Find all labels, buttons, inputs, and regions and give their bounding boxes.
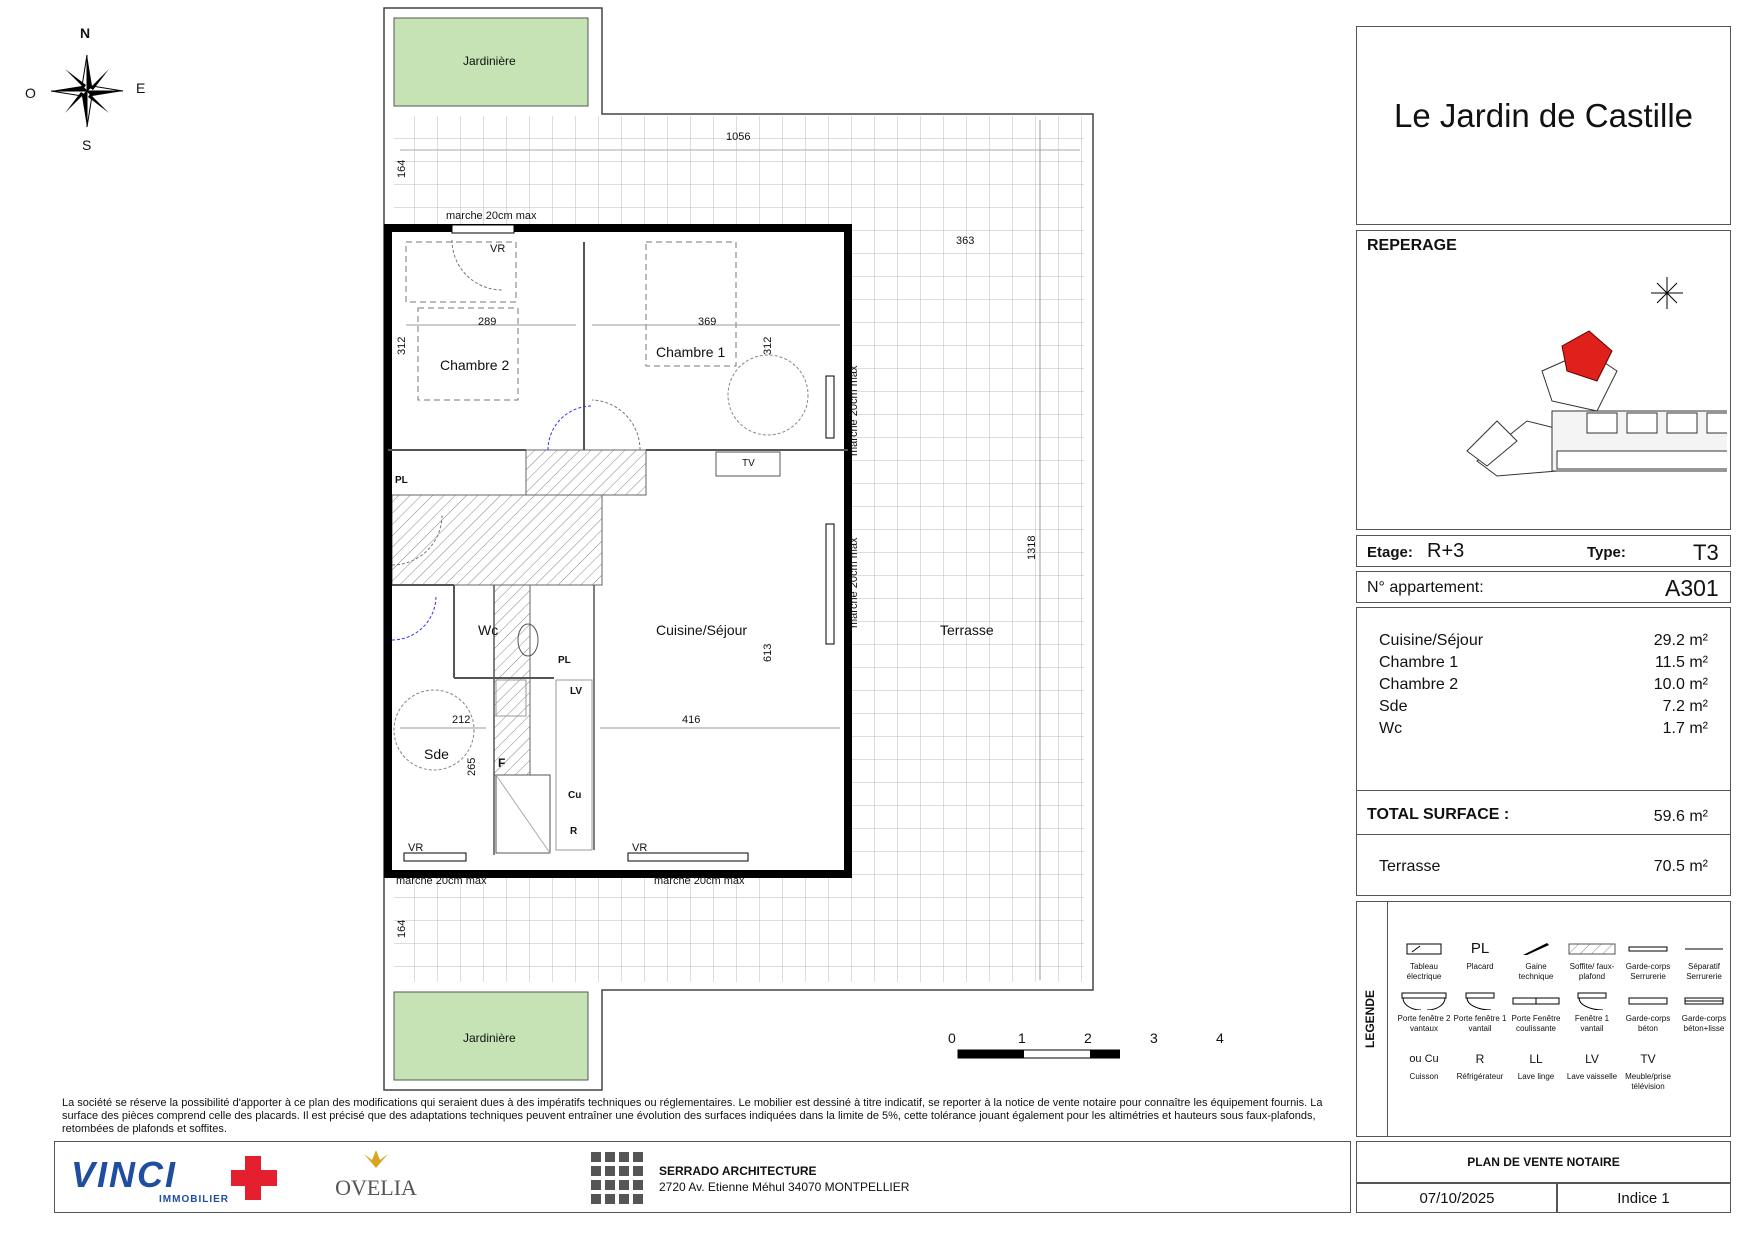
scale-2: 2 (1084, 1030, 1092, 1046)
garde-corps-serrurerie-icon (1619, 940, 1677, 958)
room-chambre-1: Chambre 1 (656, 344, 726, 360)
appartement-label: N° appartement: (1367, 579, 1484, 596)
room-chambre-2: Chambre 2 (440, 357, 510, 373)
surface-value: 29.2 m² (1653, 632, 1708, 649)
legend-placard (1451, 940, 1509, 972)
marche-bottom-mid: marche 20cm max (654, 875, 745, 887)
legend-label: Placard (1466, 962, 1494, 971)
scale-3: 3 (1150, 1030, 1158, 1046)
surface-row (1379, 676, 1708, 694)
reperage-box (1356, 230, 1731, 530)
etage-type-row (1356, 535, 1731, 567)
architect-name: SERRADO ARCHITECTURE (659, 1164, 817, 1178)
vr-bottom-left: VR (408, 842, 424, 854)
legende-box (1356, 901, 1731, 1137)
legend-pf2 (1395, 992, 1453, 1034)
legend-label: Garde-corps Serrurerie (1625, 962, 1671, 981)
separatif-icon (1675, 940, 1733, 958)
dim-1056: 1056 (726, 131, 751, 143)
vinci-logo (71, 1152, 291, 1207)
dim-416: 416 (682, 714, 701, 726)
site-map-icon (1357, 261, 1727, 521)
dim-289: 289 (478, 316, 497, 328)
legend-tableau (1395, 940, 1453, 982)
room-cuisine-sejour: Cuisine/Séjour (656, 622, 748, 638)
legend-fenetre (1563, 992, 1621, 1034)
soffite-icon (1563, 940, 1621, 958)
legend-label: Porte fenêtre 1 vantail (1453, 1014, 1507, 1033)
surface-name: Sde (1379, 698, 1408, 715)
legend-soffite (1563, 940, 1621, 982)
legende-divider (1387, 902, 1388, 1136)
fenetre-icon (1563, 992, 1621, 1010)
legend-symbol: TV (1640, 1052, 1656, 1066)
surface-row (1379, 720, 1708, 738)
dim-613: 613 (762, 643, 774, 662)
plan-type: PLAN DE VENTE NOTAIRE (1467, 1155, 1620, 1169)
legend-label: Porte Fenêtre coulissante (1511, 1014, 1561, 1033)
marche-bottom-left: marche 20cm max (396, 875, 487, 887)
dim-312-right: 312 (762, 336, 774, 355)
total-label: TOTAL SURFACE : (1367, 806, 1510, 823)
plan-date: 07/10/2025 (1419, 1190, 1495, 1207)
legend-label: Cuisson (1409, 1072, 1439, 1081)
garde-corps-beton-icon (1619, 992, 1677, 1010)
surface-name: Chambre 2 (1379, 676, 1459, 693)
surface-name: Wc (1379, 720, 1403, 737)
dim-265: 265 (466, 757, 478, 776)
jardiniere-top-label: Jardinière (463, 54, 516, 68)
dim-164-top: 164 (396, 159, 408, 178)
type-label: Type: (1587, 544, 1626, 561)
lv-mark: LV (570, 686, 583, 697)
dim-164-bottom: 164 (396, 919, 408, 938)
scale-0: 0 (948, 1030, 956, 1046)
garde-corps-lisse-icon (1675, 992, 1733, 1010)
legend-pf-coulissante (1507, 992, 1565, 1034)
marche-right-2: marche 20cm max (848, 537, 860, 628)
terrasse-divider (1357, 834, 1730, 835)
ovelia-wordmark: OVELIA (335, 1175, 417, 1200)
surface-row (1379, 654, 1708, 672)
dim-312-left: 312 (396, 336, 408, 355)
serrado-logo-icon (591, 1152, 643, 1204)
surfaces-box (1356, 607, 1731, 896)
surface-value: 1.7 m² (1662, 720, 1708, 737)
surface-value: 7.2 m² (1662, 698, 1708, 715)
surfaces-list (1379, 632, 1708, 742)
jardiniere-bottom-label: Jardinière (463, 1031, 516, 1045)
vr-top: VR (490, 243, 506, 255)
type-value: T3 (1693, 540, 1719, 565)
legend-gaine (1507, 940, 1565, 982)
terrasse-label: Terrasse (1379, 858, 1441, 875)
r-mark: R (570, 826, 578, 837)
plan-type-box (1356, 1141, 1731, 1183)
legend-television (1619, 1050, 1677, 1092)
legend-label: Réfrigérateur (1456, 1072, 1504, 1081)
legend-garde-corps-lisse (1675, 992, 1733, 1034)
surface-row (1379, 698, 1708, 716)
room-wc: Wc (478, 622, 499, 638)
tv-mark: TV (742, 458, 755, 469)
legend-symbol: LL (1529, 1052, 1543, 1066)
title-box (1356, 26, 1731, 225)
legend-label: Lave linge (1517, 1072, 1555, 1081)
plan-indice: Indice 1 (1617, 1190, 1670, 1207)
room-terrasse: Terrasse (940, 622, 994, 638)
legend-label: Meuble/prise télévision (1625, 1072, 1671, 1091)
ovelia-logo (321, 1148, 431, 1208)
vinci-cross-icon (227, 1152, 283, 1202)
legend-symbol: PL (1470, 940, 1490, 957)
dim-212: 212 (452, 714, 471, 726)
legend-label: Fenêtre 1 vantail (1574, 1014, 1610, 1033)
appartement-row (1356, 571, 1731, 603)
legend-label: Garde-corps béton+lisse (1681, 1014, 1727, 1033)
legend-label: Soffite/ faux-plafond (1569, 962, 1615, 981)
tableau-electrique-icon (1395, 940, 1453, 958)
legend-label: Garde-corps béton (1625, 1014, 1671, 1033)
legend-label: Séparatif Serrurerie (1686, 962, 1722, 981)
dim-1318: 1318 (1026, 535, 1038, 560)
legend-label: Porte fenêtre 2 vantaux (1397, 1014, 1451, 1033)
porte-fenetre-coulissante-icon (1507, 992, 1565, 1010)
surface-value: 10.0 m² (1653, 676, 1708, 693)
indice-box (1556, 1183, 1731, 1213)
terrasse-value: 70.5 m² (1653, 858, 1708, 875)
reperage-title: REPERAGE (1367, 237, 1457, 254)
porte-fenetre-1-icon (1451, 992, 1509, 1010)
vinci-subtitle: IMMOBILIER (159, 1194, 229, 1205)
project-title: Le Jardin de Castille (1394, 97, 1693, 134)
ovelia-flower-icon (356, 1148, 396, 1170)
legend-pf1 (1451, 992, 1509, 1034)
legende-title: LEGENDE (1363, 989, 1377, 1048)
room-sde: Sde (424, 746, 449, 762)
date-box (1356, 1183, 1558, 1213)
legend-label: Tableau électrique (1406, 962, 1442, 981)
compass-east: E (136, 80, 146, 96)
porte-fenetre-2-icon (1395, 992, 1453, 1010)
etage-label: Etage: (1367, 544, 1413, 561)
f-mark: F (498, 756, 506, 770)
legend-symbol: LV (1585, 1052, 1599, 1066)
scale-4: 4 (1216, 1030, 1224, 1046)
legend-lave-vaisselle (1563, 1050, 1621, 1082)
marche-right-1: marche 20cm max (848, 365, 860, 456)
total-value: 59.6 m² (1653, 808, 1708, 825)
legend-garde-corps-beton (1619, 992, 1677, 1034)
compass-north: N (80, 25, 91, 41)
architect-address: 2720 Av. Etienne Méhul 34070 MONTPELLIER (659, 1180, 910, 1194)
legend-lave-linge (1507, 1050, 1565, 1082)
gaine-technique-icon (1507, 940, 1565, 958)
legend-separatif (1675, 940, 1733, 982)
total-divider (1357, 790, 1730, 791)
surface-row (1379, 632, 1708, 650)
pl-mark-2: PL (558, 655, 571, 666)
scale-1: 1 (1018, 1030, 1026, 1046)
appartement-value: A301 (1665, 575, 1719, 601)
compass-west: O (25, 85, 36, 101)
compass-south: S (82, 137, 92, 153)
cu-mark: Cu (568, 790, 582, 801)
vr-bottom-mid: VR (632, 842, 648, 854)
surface-name: Cuisine/Séjour (1379, 632, 1484, 649)
dim-363: 363 (956, 235, 975, 247)
legend-label: Lave vaisselle (1566, 1072, 1618, 1081)
etage-value: R+3 (1427, 540, 1465, 562)
legend-refrigerateur (1451, 1050, 1509, 1082)
legend-garde-corps-serrurerie (1619, 940, 1677, 982)
dim-369: 369 (698, 316, 717, 328)
footer-box (54, 1141, 1351, 1213)
surface-value: 11.5 m² (1654, 654, 1708, 671)
legend-label: Gaine technique (1518, 962, 1554, 981)
pl-mark: PL (395, 475, 408, 486)
legend-cuisson (1395, 1050, 1453, 1082)
disclaimer: La société se réserve la possibilité d'apporter à ce plan des modifications qui seraient dues à des impératifs techniques ou réglementaires. Le mobilier est dessiné à titre indicatif, se reporter à la notice de vente notaire pour connaître les équipement fournis. La surface des pièces comprend celle des placards. Il est précisé que des adaptations techniques peuvent entraîner une évolution des surfaces indiquées dans la limite de 5%, cette tolérance jouant également pour les altimétries et hauteurs sous faux-plafonds, retombées de plafonds et soffites. (62, 1097, 1323, 1135)
vinci-wordmark: VINCI (71, 1154, 178, 1195)
marche-top: marche 20cm max (446, 210, 537, 222)
legend-symbol: R (1475, 1052, 1485, 1066)
legend-symbol: ou Cu (1409, 1053, 1439, 1065)
surface-name: Chambre 1 (1379, 654, 1459, 671)
